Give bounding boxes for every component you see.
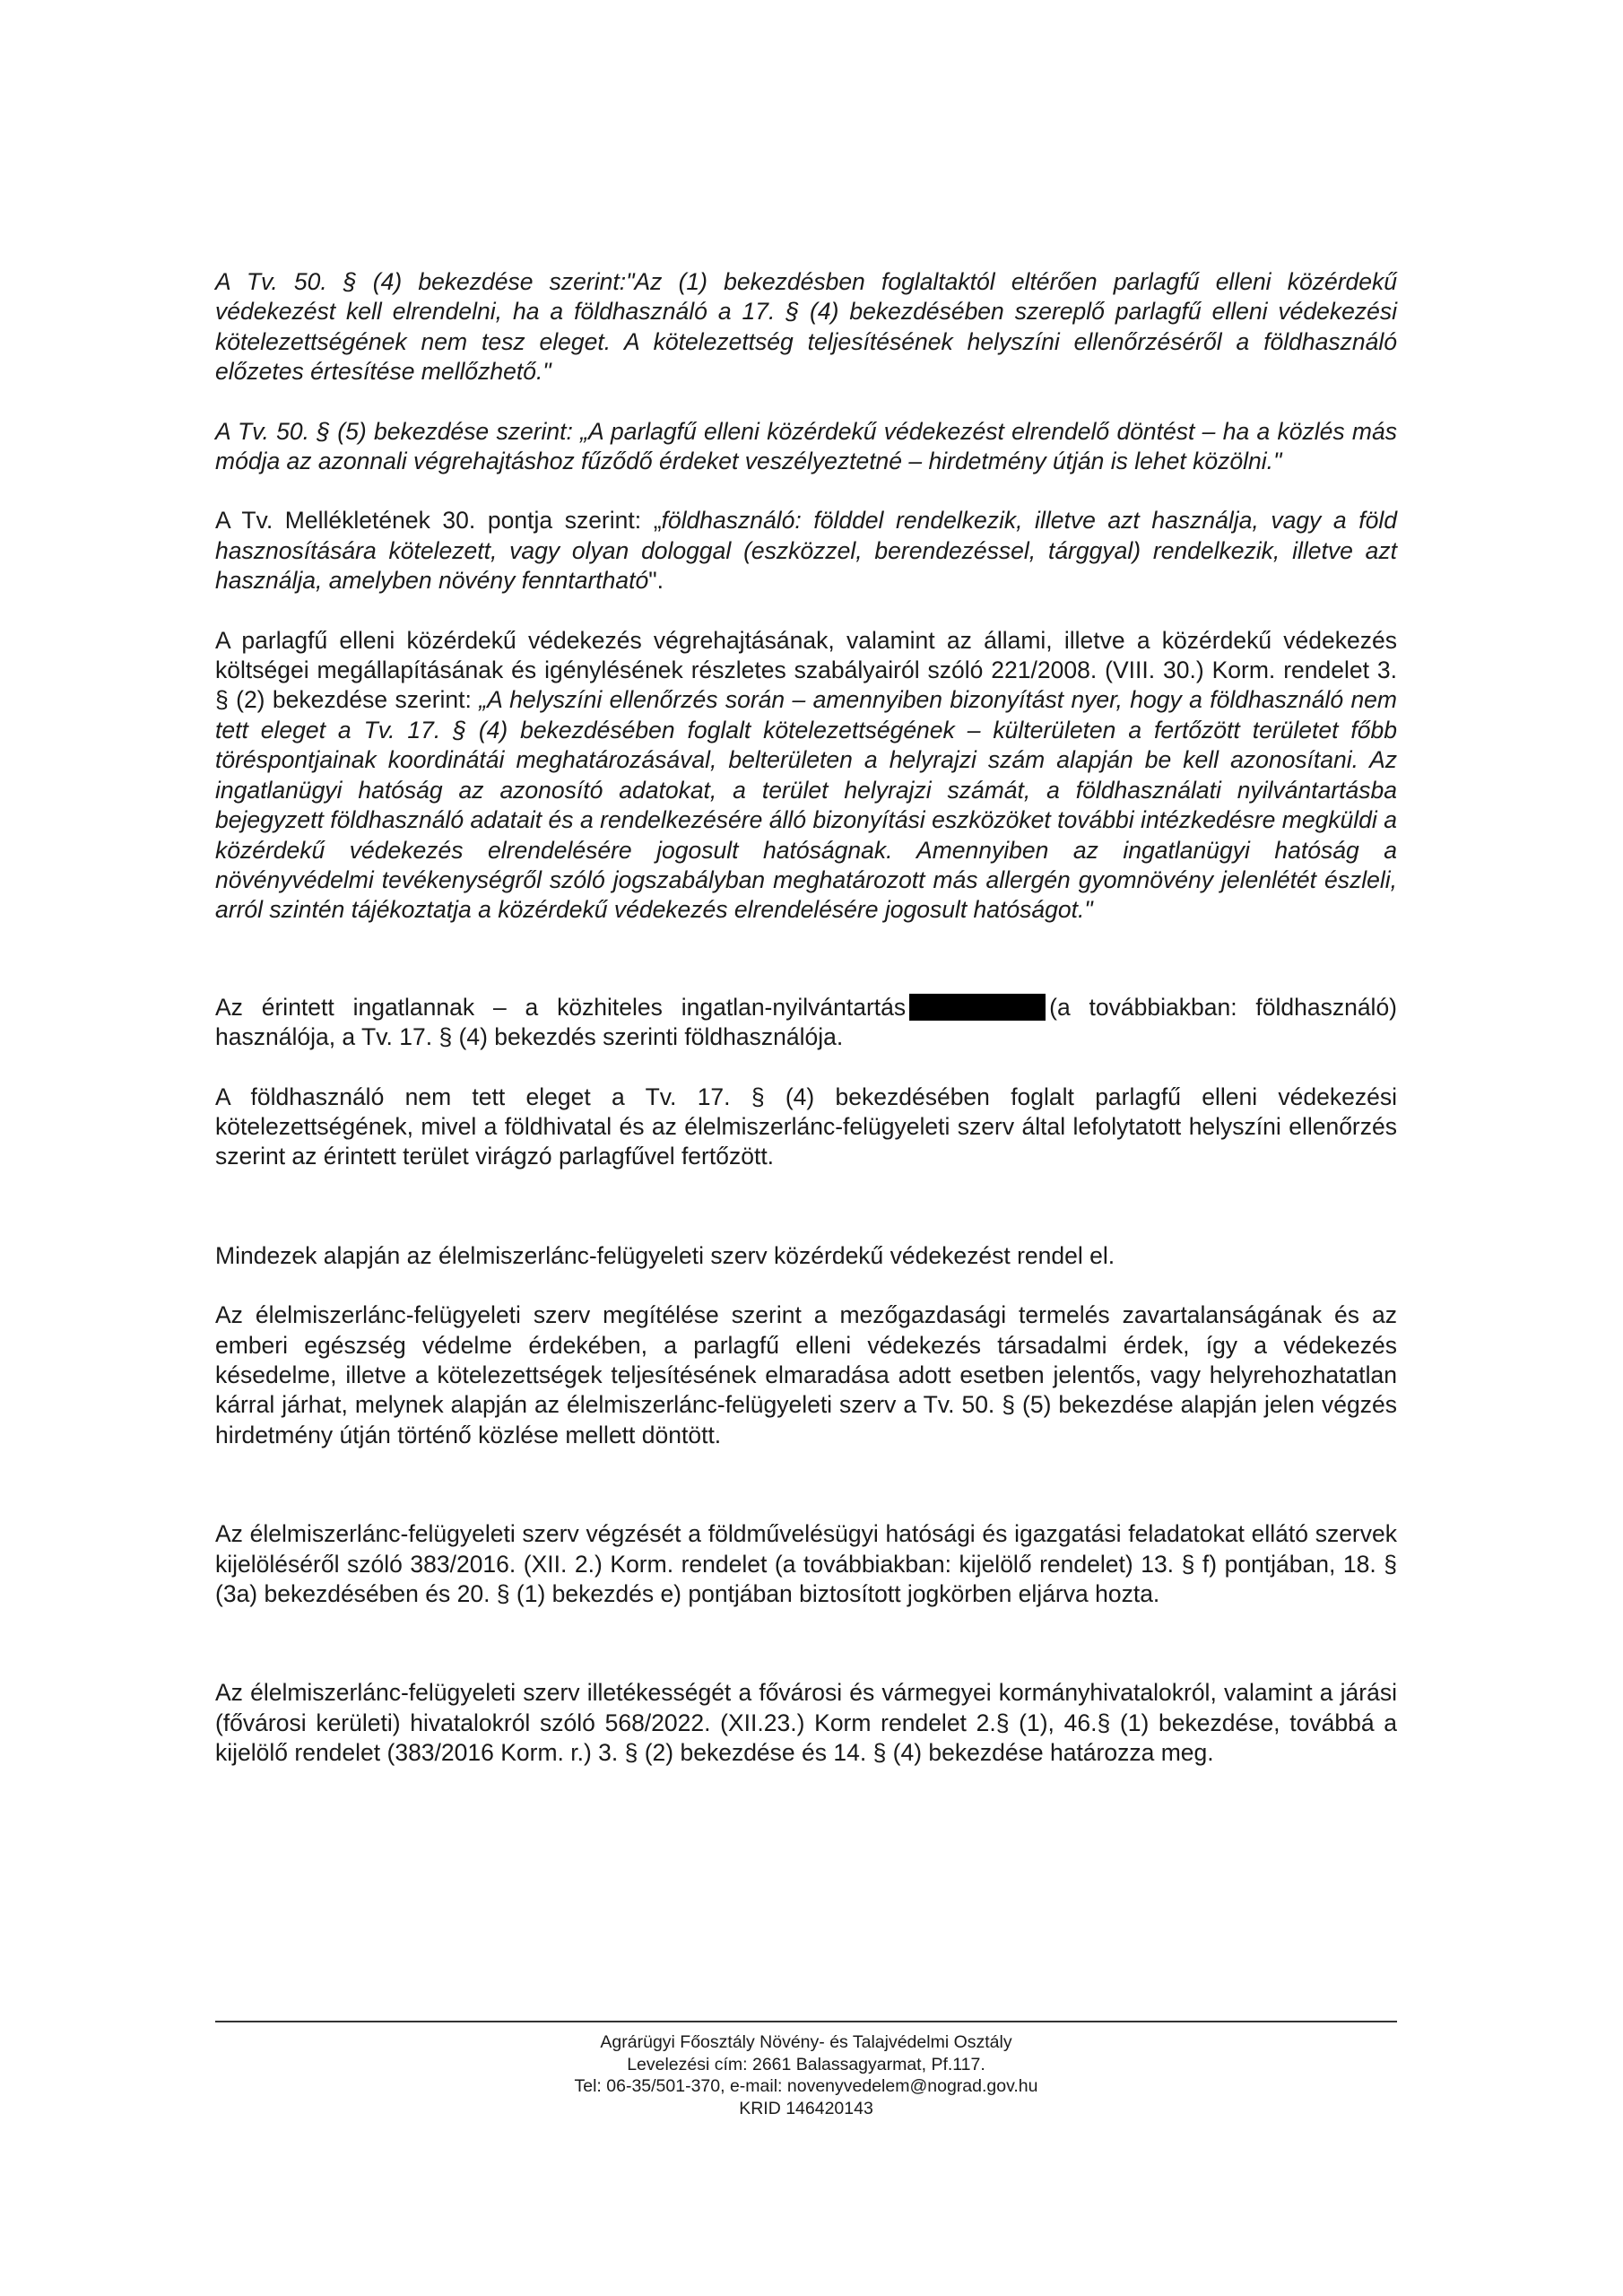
footer-contact: Tel: 06-35/501-370, e-mail: novenyvedelem@nograd.gov.hu: [574, 2076, 1038, 2096]
text-run: „A helyszíni ellenőrzés során – amennyiben bizonyítást nyer, hogy a földhasználó nem tett eleget a Tv. 17. § (4) bekezdésében foglalt kötelezettségének – külterületen a fertőzött területet főbb töréspontjainak koordinátái meghatározásával, belterületen a helyrajzi szám alapján be kell azonosítani. Az ingatlanügyi hatóság az azonosító adatokat, a terület helyrajzi számát, a földhasználati nyilvántartásba bejegyzett földhasználó adatait és a rendelkezésére álló bizonyítási eszközöket további intézkedésre megküldi a közérdekű védekezés elrendelésére jogosult hatóságnak. Amennyiben az ingatlanügyi hatóság a növényvédelmi tevékenységről szóló jogszabályban meghatározott más allergén gyomnövény jelenlétét észleli, arról szintén tájékoztatja a közérdekű védekezés elrendelésére jogosult hatóságot.": [215, 686, 1397, 924]
redaction-box: [909, 994, 1046, 1021]
footer-divider: [215, 2021, 1397, 2022]
paragraph-korm-rendelet-221-2008: [215, 626, 1397, 926]
text-run: Mindezek alapján az élelmiszerlánc-felügyeleti szerv közérdekű védekezést rendel el.: [215, 1241, 1115, 1269]
paragraph-conclusion: [215, 1241, 1397, 1271]
property-text-after: (a továbbiakban: földhasználó) használója, a Tv. 17. § (4) bekezdés szerinti földhasználója.: [215, 993, 1398, 1051]
footer-address: Levelezési cím: 2661 Balassagyarmat, Pf.117.: [627, 2054, 985, 2074]
paragraph-landuser-failure: [215, 1083, 1397, 1172]
text-run: A parlagfű elleni közérdekű védekezés végrehajtásának, valamint az állami, illetve a közérdekű védekezés költségei megállapításának és igénylésének részletes szabályairól szóló 221/2008. (VIII. 30.) Korm. rendelet 3. § (2) bekezdése szerint:: [215, 626, 1397, 714]
text-run: Az élelmiszerlánc-felügyeleti szerv megítélése szerint a mezőgazdasági termelés zavartalanságának és az emberi egészség védelme érdekében, a parlagfű elleni védekezés társadalmi érdek, így a védekezés késedelme, illetve a kötelezettségek teljesítésének elmaradása adott esetben jelentős, vagy helyrehozhatatlan kárral járhat, melynek alapján az élelmiszerlánc-felügyeleti szerv a Tv. 50. § (5) bekezdése alapján jelen végzés hirdetmény útján történő közlése mellett döntött.: [215, 1301, 1397, 1448]
paragraph-tv-annex-30: [215, 506, 1397, 596]
page-footer: [215, 2021, 1397, 2119]
text-run: földhasználó: földdel rendelkezik, illetve azt használja, vagy a föld hasznosítására kötelezett, vagy olyan dologgal (eszközzel, berendezéssel, tárggyal) rendelkezik, illetve azt használja, amelyben növény fenntartható: [215, 507, 1397, 595]
text-run: A földhasználó nem tett eleget a Tv. 17. § (4) bekezdésében foglalt parlagfű elleni védekezési kötelezettségének, mivel a földhivatal és az élelmiszerlánc-felügyeleti szerv által lefolytatott helyszíni ellenőrzés szerint az érintett terület virágzó parlagfűvel fertőzött.: [215, 1083, 1397, 1170]
text-run: A Tv. 50. § (5) bekezdése szerint: „A parlagfű elleni közérdekű védekezést elrendelő döntést – ha a közlés más módja az azonnali végrehajtáshoz fűződő érdeket veszélyeztetné – hirdetmény útján is lehet közölni.": [215, 417, 1397, 475]
paragraph-tv-50-5: [215, 417, 1397, 477]
text-run: A Tv. Mellékletének 30. pontja szerint: „: [215, 507, 662, 535]
paragraph-tv-50-4: [215, 267, 1397, 387]
paragraph-public-notice-reasoning: [215, 1300, 1397, 1450]
footer-krid: KRID 146420143: [739, 2098, 873, 2118]
property-text-before: Az érintett ingatlannak – a közhiteles ingatlan-nyilvántartás: [215, 993, 907, 1021]
text-run: ".: [648, 567, 664, 595]
text-run: Az élelmiszerlánc-felügyeleti szerv végzését a földművelésügyi hatósági és igazgatási feladatokat ellátó szervek kijelöléséről szóló 383/2016. (XII. 2.) Korm. rendelet (a továbbiakban: kijelölő rendelet) 13. § f) pontjában, 18. § (3a) bekezdésében és 20. § (1) bekezdés e) pontjában biztosított jogkörben eljárva hozta.: [215, 1520, 1397, 1607]
paragraph-legal-basis: [215, 1519, 1397, 1609]
footer-contact-block: [215, 2031, 1397, 2119]
text-run: Az élelmiszerlánc-felügyeleti szerv illetékességét a fővárosi és vármegyei kormányhivatalokról, valamint a járási (fővárosi kerületi) hivatalokról szóló 568/2022. (XII.23.) Korm rendelet 2.§ (1), 46.§ (1) bekezdése, továbbá a kijelölő rendelet (383/2016 Korm. r.) 3. § (2) bekezdése és 14. § (4) bekezdése határozza meg.: [215, 1679, 1397, 1767]
document-body: [215, 267, 1397, 1769]
paragraph-jurisdiction: [215, 1678, 1397, 1768]
paragraph-affected-property: [215, 993, 1397, 1053]
text-run: A Tv. 50. § (4) bekezdése szerint:"Az (1) bekezdésben foglaltaktól eltérően parlagfű elleni közérdekű védekezést kell elrendelni, ha a földhasználó a 17. § (4) bekezdésében szereplő parlagfű elleni védekezési kötelezettségének nem tesz eleget. A kötelezettség teljesítésének helyszíni ellenőrzéséről a földhasználó előzetes értesítése mellőzhető.": [215, 268, 1397, 386]
footer-department: Agrárügyi Főosztály Növény- és Talajvédelmi Osztály: [600, 2032, 1012, 2052]
